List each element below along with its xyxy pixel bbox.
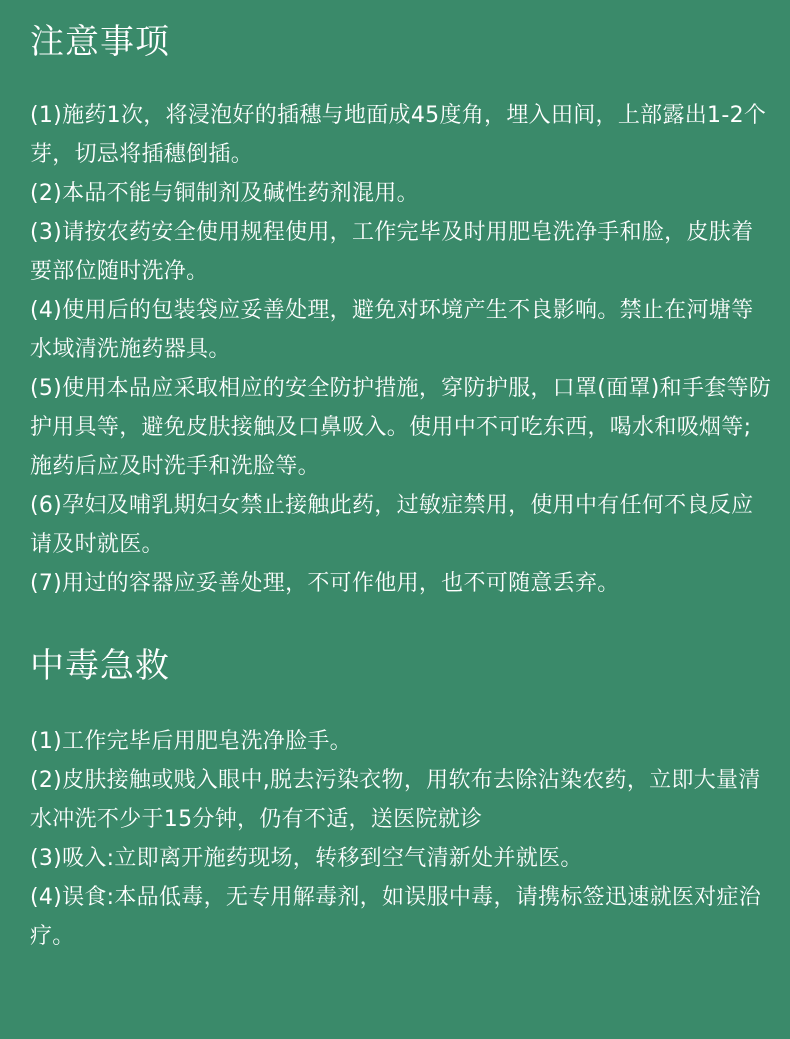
first-aid-item: (3)吸入:立即离开施药现场，转移到空气清新处并就医。 — [30, 846, 583, 871]
precaution-item: (3)请按农药安全使用规程使用，工作完毕及时用肥皂洗净手和脸，皮肤着要部位随时洗净。 — [30, 220, 754, 284]
precaution-item: (1)施药1次，将浸泡好的插穗与地面成45度角，埋入田间，上部露出1-2个芽，切忌将插穗倒插。 — [30, 103, 767, 167]
first-aid-item: (1)工作完毕后用肥皂洗净脸手。 — [30, 729, 352, 754]
first-aid-title: 中毒急救 — [30, 646, 170, 686]
first-aid-item: (2)皮肤接触或贱入眼中,脱去污染衣物，用软布去除沾染农药，立即大量清水冲洗不少于15分钟，仍有不适，送医院就诊 — [30, 768, 761, 832]
precaution-item: (7)用过的容器应妥善处理，不可作他用，也不可随意丢弃。 — [30, 571, 620, 596]
precaution-item: (4)使用后的包装袋应妥善处理，避免对环境产生不良影响。禁止在河塘等水域清洗施药器具。 — [30, 298, 754, 362]
first-aid-item: (4)误食:本品低毒，无专用解毒剂，如误服中毒，请携标签迅速就医对症治疗。 — [30, 885, 762, 949]
precaution-item: (6)孕妇及哺乳期妇女禁止接触此药，过敏症禁用，使用中有任何不良反应请及时就医。 — [30, 493, 754, 557]
precaution-item: (2)本品不能与铜制剂及碱性药剂混用。 — [30, 181, 419, 206]
first-aid-list — [30, 722, 772, 956]
precautions-list — [30, 96, 772, 603]
precautions-title: 注意事项 — [30, 22, 170, 62]
precaution-item: (5)使用本品应采取相应的安全防护措施，穿防护服，口罩(面罩)和手套等防护用具等，避免皮肤接触及口鼻吸入。使用中不可吃东西，喝水和吸烟等;施药后应及时洗手和洗脸等。 — [30, 376, 772, 479]
